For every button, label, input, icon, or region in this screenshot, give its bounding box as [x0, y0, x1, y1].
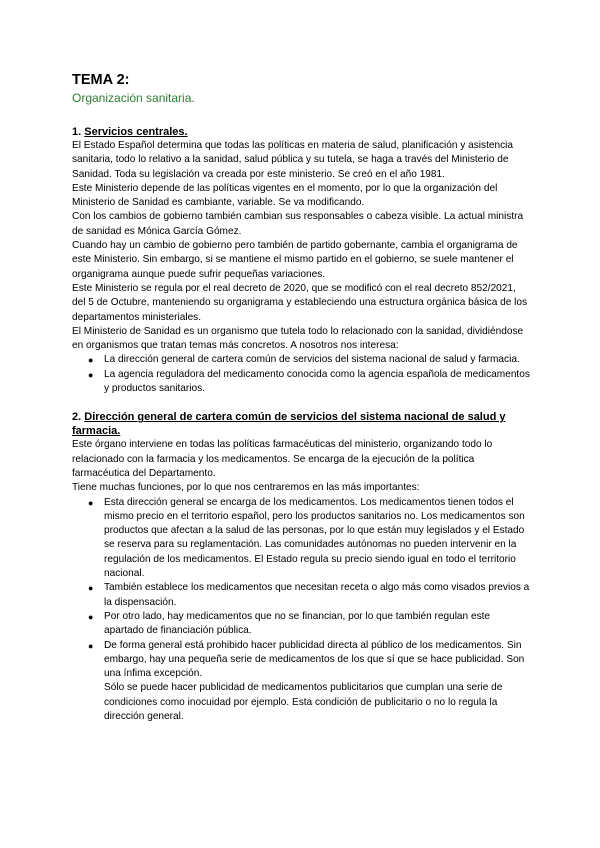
list-item-text: La agencia reguladora del medicamento conocida como la agencia española de medicamentos y productos sanitarios.: [104, 368, 530, 395]
section-2-number: 2.: [72, 411, 82, 424]
list-item-text: Por otro lado, hay medicamentos que no se financian, por lo que también regulan este apartado de financiación pública.: [104, 610, 491, 637]
list-item: [88, 639, 532, 725]
list-item: [88, 496, 532, 582]
document-title: TEMA 2:: [72, 72, 130, 88]
document-page: [72, 72, 532, 724]
bullet-icon: ●: [88, 355, 94, 366]
list-item-text: De forma general está prohibido hacer publicidad directa al público de los medicamentos. Sin embargo, hay una pequeña serie de medicamentos de los que sí que se hace publicidad. Son una ínfima excepción.: [104, 639, 525, 680]
section-1-number: 1.: [72, 126, 82, 138]
list-item-text: También establece los medicamentos que necesitan receta o algo más como visados previos a la dispensación.: [104, 582, 530, 608]
list-item-text: La dirección general de cartera común de servicios del sistema nacional de salud y farmacia.: [104, 354, 520, 366]
list-item: [88, 353, 532, 367]
section-2-heading-text: Dirección general de cartera común de servicios del sistema nacional de salud y farmacia.: [72, 411, 506, 438]
section-2-paragraph: Este órgano interviene en todas las políticas farmacéuticas del ministerio, organizando todo lo relacionado con la farmacia y los medicamentos. Se encarga de la ejecución de la política farmacéutica del Departamento.: [72, 439, 493, 479]
bullet-icon: ●: [88, 583, 94, 594]
section-1-paragraph: Con los cambios de gobierno también cambian sus responsables o cabeza visible. La actual ministra de sanidad es Mónica García Gómez.: [72, 211, 524, 237]
section-1-paragraph: Este Ministerio depende de las políticas vigentes en el momento, por lo que la organización del Ministerio de Sanidad es cambiante, variable. Se va modificando.: [72, 182, 498, 209]
list-item: [88, 610, 532, 639]
bullet-icon: ●: [88, 640, 94, 651]
section-1-paragraph: El Ministerio de Sanidad es un organismo que tutela todo lo relacionado con la sanidad, dividiéndose en organismos que tratan temas más concretos. A nosotros nos interesa:: [72, 325, 524, 352]
section-1-heading: [72, 125, 532, 139]
bullet-icon: ●: [88, 611, 94, 622]
list-item-text: Esta dirección general se encarga de los medicamentos. Los medicamentos tienen todos el mismo precio en el territorio español, pero los productos sanitarios no. Los medicamentos son productos que afectan a la salud de las personas, por lo que están muy legislados y el Estado se reserva para su reglamentación. Las comunidades autónomas no pueden intervenir en la regulación de los medicamentos. El Estado regula su precio siendo igual en todo el territorio nacional.: [104, 496, 525, 580]
document-subtitle: Organización sanitaria.: [72, 91, 195, 105]
list-item-continuation: Sólo se puede hacer publicidad de medicamentos publicitarios que cumplan una serie de condiciones como inocuidad por ejemplo. Esta condición de publicitario o no lo regula la dirección general.: [104, 682, 503, 722]
section-1-paragraph: Este Ministerio se regula por el real decreto de 2020, que se modificó con el real decreto 852/2021, del 5 de Octubre, manteniendo su organigrama y estableciendo una estructura orgánica básica de los departamentos ministeriales.: [72, 282, 528, 323]
section-1-paragraph: Cuando hay un cambio de gobierno pero también de partido gobernante, cambia el organigrama de este Ministerio. Sin embargo, si se mantiene el mismo partido en el gobierno, se suele mantener el organigrama aunque puede sufrir pequeñas variaciones.: [72, 240, 518, 280]
list-item: [88, 581, 532, 610]
section-2-heading: [72, 410, 532, 438]
section-2-list: [72, 496, 532, 725]
section-1-heading-text: Servicios centrales.: [84, 126, 188, 138]
bullet-icon: ●: [88, 497, 94, 508]
section-1-list: [72, 353, 532, 396]
section-1-paragraph: El Estado Español determina que todas las políticas en materia de salud, planificación y asistencia sanitaria, todo lo relativo a la sanidad, salud pública y su tutela, se haga a través del Ministerio de Sanidad. Toda su legislación va creada por este ministerio. Se creó en el año 1981.: [72, 140, 514, 180]
list-item: [88, 368, 532, 397]
section-2-paragraph: Tiene muchas funciones, por lo que nos centraremos en las más importantes:: [72, 482, 420, 494]
bullet-icon: ●: [88, 369, 94, 380]
